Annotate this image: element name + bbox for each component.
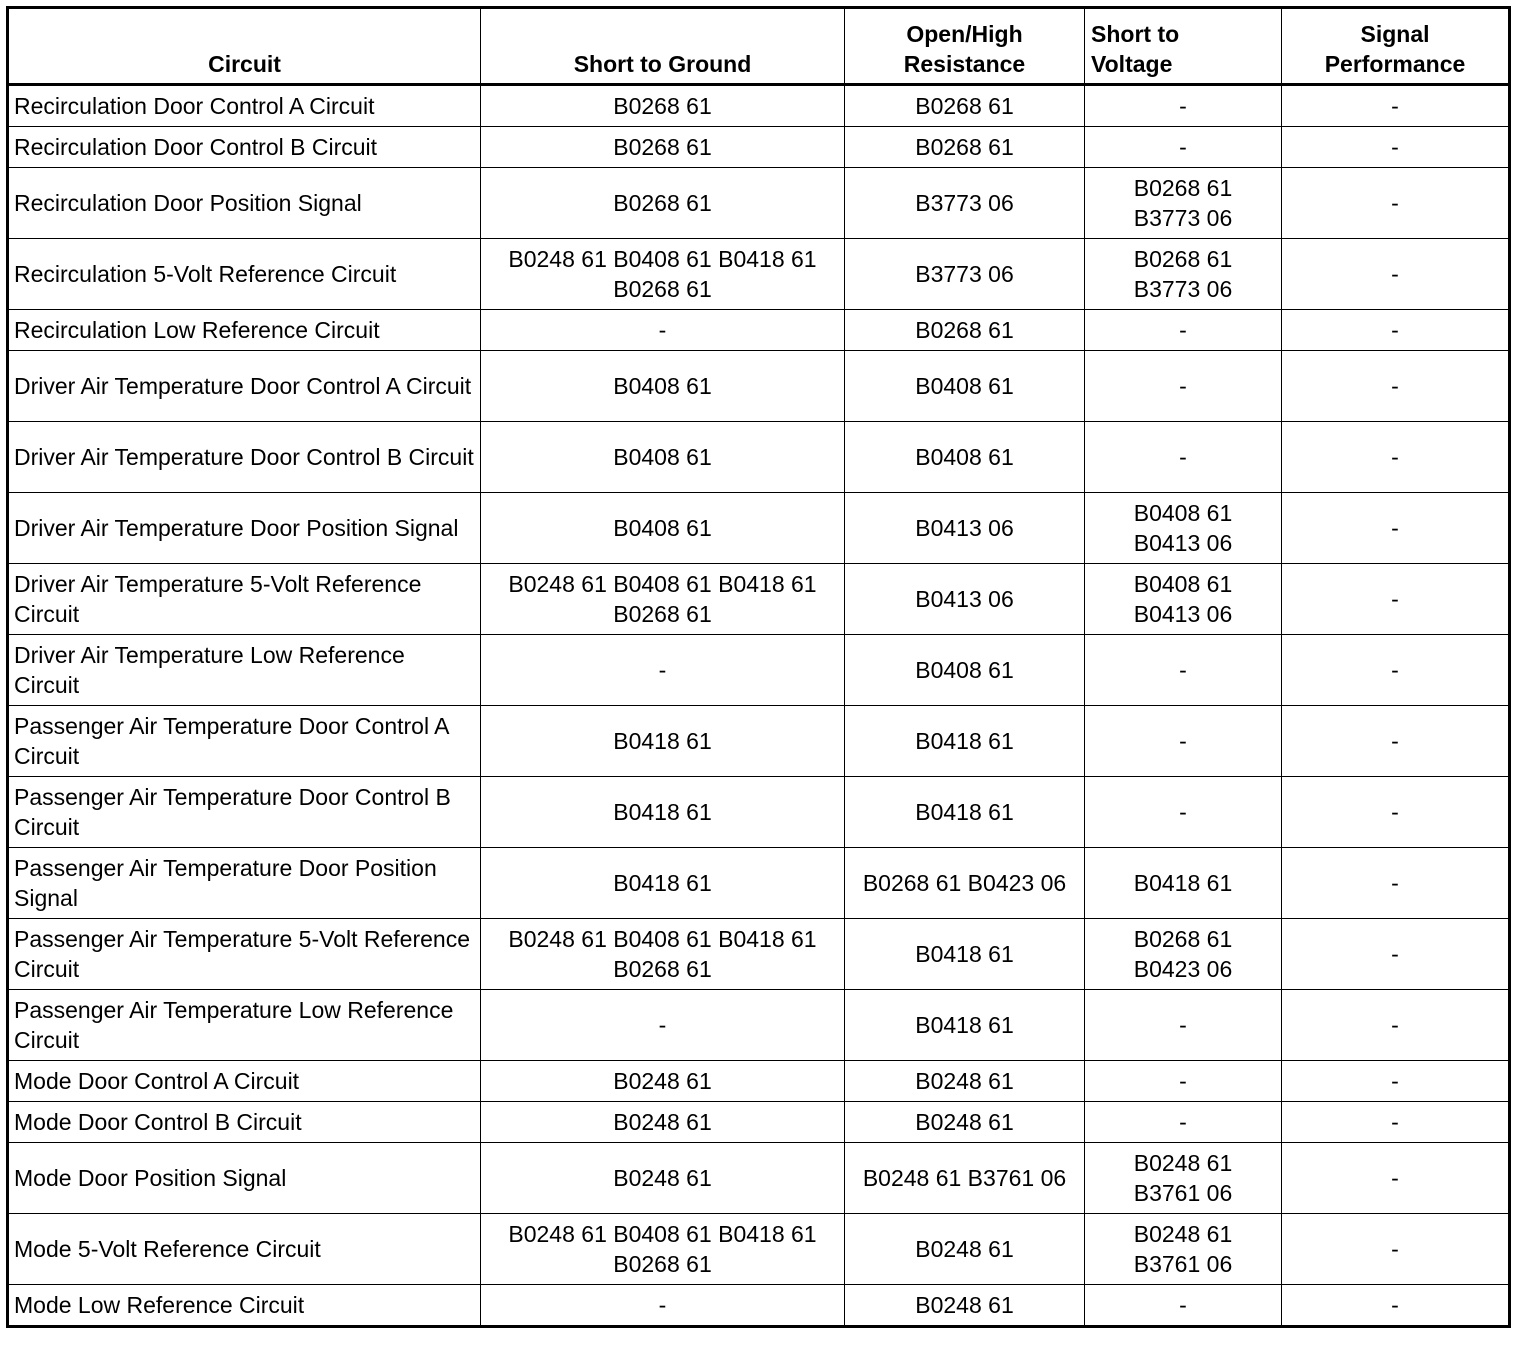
cell-value: B0268 61 B0423 06: [862, 870, 1067, 896]
cell-value: B0268 61: [613, 134, 712, 160]
table-row: [8, 1214, 1510, 1285]
cell-open-high-resistance: [845, 422, 1085, 493]
cell-signal-performance: [1282, 919, 1510, 990]
cell-open-high-resistance: [845, 706, 1085, 777]
cell-value: B3761 06: [1133, 1251, 1233, 1277]
cell-value: B0248 61 B0408 61 B0418 61: [508, 1221, 817, 1247]
cell-value: -: [1179, 1109, 1187, 1135]
cell-open-high-resistance: [845, 310, 1085, 351]
cell-value: -: [1391, 134, 1399, 160]
cell-short-to-ground: [481, 127, 845, 168]
cell-short-to-voltage: [1085, 493, 1282, 564]
cell-value: B0413 06: [1133, 530, 1233, 556]
cell-value: -: [1391, 190, 1399, 216]
cell-value: -: [1391, 1012, 1399, 1038]
cell-value: B0408 61: [1133, 571, 1233, 597]
cell-value: B0268 61: [1133, 926, 1233, 952]
cell-value: -: [1179, 317, 1187, 343]
cell-signal-performance: [1282, 848, 1510, 919]
cell-value: B0408 61: [1133, 500, 1233, 526]
cell-value: B0268 61: [613, 190, 712, 216]
table-row: [8, 1102, 1510, 1143]
cell-signal-performance: [1282, 1285, 1510, 1327]
cell-value: B0248 61 B0408 61 B0418 61: [508, 246, 817, 272]
cell-short-to-ground: [481, 85, 845, 127]
cell-short-to-ground: [481, 919, 845, 990]
cell-short-to-ground: [481, 777, 845, 848]
cell-value: B3773 06: [1133, 276, 1233, 302]
cell-circuit: Driver Air Temperature Door Position Signal: [8, 493, 481, 564]
cell-short-to-voltage: [1085, 422, 1282, 493]
cell-short-to-voltage: [1085, 351, 1282, 422]
cell-circuit: Recirculation Door Control A Circuit: [8, 85, 481, 127]
cell-short-to-voltage: [1085, 239, 1282, 310]
cell-short-to-voltage: [1085, 310, 1282, 351]
cell-value: -: [1179, 1012, 1187, 1038]
cell-circuit: Mode 5-Volt Reference Circuit: [8, 1214, 481, 1285]
cell-open-high-resistance: [845, 239, 1085, 310]
cell-short-to-voltage: [1085, 85, 1282, 127]
cell-value: B0408 61: [915, 373, 1014, 399]
cell-value: B0248 61: [1133, 1221, 1233, 1247]
cell-value: -: [1391, 317, 1399, 343]
cell-value: B0418 61: [613, 728, 712, 754]
cell-short-to-voltage: [1085, 777, 1282, 848]
cell-value: B0268 61: [613, 956, 712, 982]
cell-open-high-resistance: [845, 848, 1085, 919]
cell-value: B0248 61: [915, 1292, 1014, 1318]
cell-circuit: Driver Air Temperature Door Control B Circuit: [8, 422, 481, 493]
cell-value: B0268 61: [613, 93, 712, 119]
cell-value: B0413 06: [915, 515, 1014, 541]
cell-value: B0268 61: [613, 601, 712, 627]
cell-short-to-voltage: [1085, 1143, 1282, 1214]
cell-short-to-voltage: [1085, 1214, 1282, 1285]
cell-circuit: Driver Air Temperature Door Control A Circuit: [8, 351, 481, 422]
cell-value: B0418 61: [915, 799, 1014, 825]
cell-signal-performance: [1282, 706, 1510, 777]
cell-short-to-ground: [481, 635, 845, 706]
table-row: [8, 919, 1510, 990]
cell-value: B0418 61: [915, 1012, 1014, 1038]
cell-value: -: [1179, 657, 1187, 683]
cell-open-high-resistance: [845, 351, 1085, 422]
cell-value: -: [658, 657, 667, 683]
cell-short-to-ground: [481, 351, 845, 422]
table-row: [8, 127, 1510, 168]
cell-short-to-voltage: [1085, 919, 1282, 990]
cell-open-high-resistance: [845, 493, 1085, 564]
cell-short-to-ground: [481, 493, 845, 564]
cell-value: B0268 61: [1133, 246, 1233, 272]
cell-circuit: Mode Door Position Signal: [8, 1143, 481, 1214]
cell-open-high-resistance: [845, 85, 1085, 127]
cell-open-high-resistance: [845, 564, 1085, 635]
table-row: [8, 1285, 1510, 1327]
cell-circuit: Recirculation Door Control B Circuit: [8, 127, 481, 168]
cell-value: B0248 61: [613, 1109, 712, 1135]
cell-value: B0268 61: [1133, 175, 1233, 201]
cell-value: -: [1391, 1109, 1399, 1135]
cell-circuit: Passenger Air Temperature Door Control B Circuit: [8, 777, 481, 848]
cell-circuit: Passenger Air Temperature 5-Volt Reference Circuit: [8, 919, 481, 990]
cell-signal-performance: [1282, 351, 1510, 422]
cell-value: -: [1391, 261, 1399, 287]
cell-value: B0408 61: [613, 444, 712, 470]
cell-short-to-ground: [481, 848, 845, 919]
cell-open-high-resistance: [845, 168, 1085, 239]
cell-short-to-ground: [481, 1143, 845, 1214]
cell-value: -: [1391, 444, 1399, 470]
cell-value: -: [1391, 799, 1399, 825]
cell-value: B0408 61: [915, 657, 1014, 683]
cell-open-high-resistance: [845, 990, 1085, 1061]
cell-open-high-resistance: [845, 635, 1085, 706]
cell-open-high-resistance: [845, 1143, 1085, 1214]
cell-circuit: Passenger Air Temperature Door Control A Circuit: [8, 706, 481, 777]
cell-signal-performance: [1282, 635, 1510, 706]
cell-signal-performance: [1282, 127, 1510, 168]
cell-short-to-ground: [481, 564, 845, 635]
cell-circuit: Passenger Air Temperature Door Position Signal: [8, 848, 481, 919]
cell-short-to-voltage: [1085, 990, 1282, 1061]
cell-value: B3773 06: [1133, 205, 1233, 231]
cell-signal-performance: [1282, 310, 1510, 351]
cell-signal-performance: [1282, 1214, 1510, 1285]
cell-value: B0408 61: [613, 373, 712, 399]
header-short-to-voltage: Short to Voltage: [1085, 8, 1282, 85]
cell-circuit: Mode Door Control A Circuit: [8, 1061, 481, 1102]
cell-value: B0248 61 B0408 61 B0418 61: [508, 571, 817, 597]
cell-value: -: [1179, 373, 1187, 399]
cell-value: -: [1391, 657, 1399, 683]
circuit-dtc-table: [6, 6, 1511, 1328]
cell-value: B0418 61: [915, 728, 1014, 754]
cell-value: B0423 06: [1133, 956, 1233, 982]
table-row: [8, 777, 1510, 848]
cell-open-high-resistance: [845, 777, 1085, 848]
cell-value: -: [658, 1292, 667, 1318]
cell-signal-performance: [1282, 493, 1510, 564]
table-row: [8, 239, 1510, 310]
table-row: [8, 635, 1510, 706]
cell-value: B0248 61: [915, 1236, 1014, 1262]
cell-short-to-ground: [481, 1102, 845, 1143]
cell-value: B0248 61: [915, 1068, 1014, 1094]
cell-value: B0268 61: [613, 1251, 712, 1277]
cell-value: B0268 61: [915, 134, 1014, 160]
table-row: [8, 493, 1510, 564]
cell-short-to-ground: [481, 310, 845, 351]
cell-signal-performance: [1282, 168, 1510, 239]
cell-value: -: [1391, 1165, 1399, 1191]
cell-value: -: [1179, 134, 1187, 160]
cell-value: -: [658, 1012, 667, 1038]
cell-value: B3773 06: [915, 261, 1014, 287]
cell-short-to-voltage: [1085, 127, 1282, 168]
cell-value: B0408 61: [613, 515, 712, 541]
header-short-to-ground: Short to Ground: [481, 8, 845, 85]
cell-signal-performance: [1282, 1102, 1510, 1143]
cell-short-to-voltage: [1085, 848, 1282, 919]
table-row: [8, 310, 1510, 351]
cell-value: B0418 61: [1133, 870, 1233, 896]
cell-value: -: [1179, 728, 1187, 754]
cell-value: B0418 61: [915, 941, 1014, 967]
cell-value: B3773 06: [915, 190, 1014, 216]
cell-open-high-resistance: [845, 1214, 1085, 1285]
table-row: [8, 168, 1510, 239]
table-row: [8, 1143, 1510, 1214]
cell-short-to-voltage: [1085, 168, 1282, 239]
cell-value: -: [1391, 373, 1399, 399]
cell-value: -: [1391, 586, 1399, 612]
cell-open-high-resistance: [845, 1285, 1085, 1327]
cell-value: B0418 61: [613, 870, 712, 896]
cell-value: -: [1391, 93, 1399, 119]
cell-circuit: Recirculation 5-Volt Reference Circuit: [8, 239, 481, 310]
cell-open-high-resistance: [845, 127, 1085, 168]
cell-open-high-resistance: [845, 1061, 1085, 1102]
header-open-high-resistance: Open/High Resistance: [845, 8, 1085, 85]
table-header-row: [8, 8, 1510, 85]
table-row: [8, 706, 1510, 777]
cell-open-high-resistance: [845, 1102, 1085, 1143]
cell-value: -: [1391, 1068, 1399, 1094]
cell-value: -: [1391, 1236, 1399, 1262]
cell-short-to-ground: [481, 168, 845, 239]
cell-short-to-voltage: [1085, 635, 1282, 706]
cell-value: -: [1391, 1292, 1399, 1318]
cell-value: B0248 61: [613, 1068, 712, 1094]
table-row: [8, 85, 1510, 127]
cell-short-to-ground: [481, 1285, 845, 1327]
cell-short-to-voltage: [1085, 1102, 1282, 1143]
cell-value: B0413 06: [915, 586, 1014, 612]
cell-short-to-ground: [481, 1061, 845, 1102]
cell-circuit: Mode Door Control B Circuit: [8, 1102, 481, 1143]
cell-circuit: Mode Low Reference Circuit: [8, 1285, 481, 1327]
cell-short-to-ground: [481, 990, 845, 1061]
cell-value: B0248 61 B3761 06: [862, 1165, 1067, 1191]
cell-value: -: [658, 317, 667, 343]
cell-value: B0268 61: [613, 276, 712, 302]
cell-value: B0248 61 B0408 61 B0418 61: [508, 926, 817, 952]
header-signal-performance: Signal Performance: [1282, 8, 1510, 85]
cell-signal-performance: [1282, 239, 1510, 310]
cell-circuit: Driver Air Temperature 5-Volt Reference Circuit: [8, 564, 481, 635]
table-row: [8, 351, 1510, 422]
cell-short-to-voltage: [1085, 706, 1282, 777]
table-row: [8, 848, 1510, 919]
table-row: [8, 1061, 1510, 1102]
table-body: [8, 85, 1510, 1327]
cell-circuit: Recirculation Low Reference Circuit: [8, 310, 481, 351]
cell-value: -: [1179, 799, 1187, 825]
cell-value: B0413 06: [1133, 601, 1233, 627]
cell-value: -: [1179, 1068, 1187, 1094]
cell-short-to-voltage: [1085, 564, 1282, 635]
cell-circuit: Driver Air Temperature Low Reference Circuit: [8, 635, 481, 706]
cell-circuit: Recirculation Door Position Signal: [8, 168, 481, 239]
table-row: [8, 422, 1510, 493]
cell-value: -: [1391, 515, 1399, 541]
cell-signal-performance: [1282, 422, 1510, 493]
cell-signal-performance: [1282, 1143, 1510, 1214]
cell-value: B0248 61: [915, 1109, 1014, 1135]
cell-signal-performance: [1282, 777, 1510, 848]
cell-value: -: [1391, 941, 1399, 967]
cell-circuit: Passenger Air Temperature Low Reference Circuit: [8, 990, 481, 1061]
table-row: [8, 564, 1510, 635]
table-row: [8, 990, 1510, 1061]
cell-short-to-ground: [481, 422, 845, 493]
cell-signal-performance: [1282, 85, 1510, 127]
cell-value: -: [1179, 93, 1187, 119]
cell-value: B0248 61: [613, 1165, 712, 1191]
cell-value: B0268 61: [915, 93, 1014, 119]
cell-open-high-resistance: [845, 919, 1085, 990]
cell-signal-performance: [1282, 1061, 1510, 1102]
cell-value: B0248 61: [1133, 1150, 1233, 1176]
cell-value: B3761 06: [1133, 1180, 1233, 1206]
cell-signal-performance: [1282, 564, 1510, 635]
header-circuit: Circuit: [8, 8, 481, 85]
cell-signal-performance: [1282, 990, 1510, 1061]
cell-value: -: [1179, 1292, 1187, 1318]
cell-short-to-voltage: [1085, 1285, 1282, 1327]
cell-value: -: [1179, 444, 1187, 470]
cell-value: B0408 61: [915, 444, 1014, 470]
cell-short-to-ground: [481, 706, 845, 777]
cell-short-to-ground: [481, 239, 845, 310]
cell-value: -: [1391, 870, 1399, 896]
cell-value: B0268 61: [915, 317, 1014, 343]
cell-short-to-ground: [481, 1214, 845, 1285]
cell-value: B0418 61: [613, 799, 712, 825]
cell-value: -: [1391, 728, 1399, 754]
cell-short-to-voltage: [1085, 1061, 1282, 1102]
